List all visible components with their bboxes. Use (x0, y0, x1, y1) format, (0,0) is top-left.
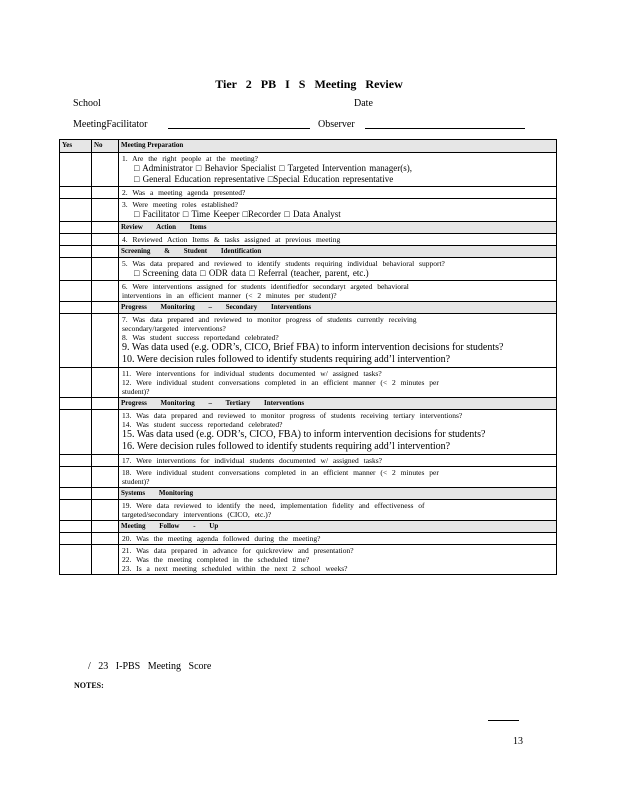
question-text: 7. Was data prepared and reviewed to monitor progress of students currently receiving (122, 315, 417, 324)
table-row (60, 500, 557, 521)
question-cell (119, 533, 557, 545)
yes-checkbox-cell[interactable] (60, 467, 92, 488)
no-checkbox-cell[interactable] (92, 545, 119, 575)
question-text: 18. Were individual student conversations completed in an efficient manner (< 2 minutes per (122, 468, 439, 477)
no-cell (92, 246, 119, 258)
yes-checkbox-cell[interactable] (60, 281, 92, 302)
section-title: Meeting Follow - Up (119, 521, 557, 533)
yes-checkbox-cell[interactable] (60, 199, 92, 222)
table-row (60, 187, 557, 199)
section-title: Progress Monitoring – Tertiary Interventions (119, 398, 557, 410)
question-cell (119, 500, 557, 521)
table-row (60, 153, 557, 187)
observer-field[interactable] (365, 128, 525, 129)
table-row (60, 467, 557, 488)
no-cell (92, 222, 119, 234)
question-text: student)? (122, 387, 150, 396)
table-row (60, 533, 557, 545)
question-text: 4. Reviewed Action Items & tasks assigned at previous meeting (122, 235, 341, 244)
section-header-row (60, 302, 557, 314)
no-cell (92, 302, 119, 314)
yes-cell (60, 398, 92, 410)
yes-checkbox-cell[interactable] (60, 410, 92, 455)
question-text: interventions in an efficient manner (< 2 minutes per student)? (122, 291, 337, 300)
yes-cell (60, 488, 92, 500)
yes-cell (60, 222, 92, 234)
question-text: 10. Were decision rules followed to identify students requiring add’l intervention? (122, 354, 451, 365)
section-title: Review Action Items (119, 222, 557, 234)
table-row (60, 545, 557, 575)
question-cell (119, 234, 557, 246)
school-label: School (73, 98, 101, 109)
question-text: 14. Was student success reportedand celebrated? (122, 420, 283, 429)
yes-checkbox-cell[interactable] (60, 545, 92, 575)
question-text: 12. Were individual student conversations completed in an efficient manner (< 2 minutes per (122, 378, 439, 387)
page-number: 13 (513, 736, 523, 747)
no-checkbox-cell[interactable] (92, 410, 119, 455)
question-cell (119, 455, 557, 467)
question-cell (119, 410, 557, 455)
question-text: 5. Was data prepared and reviewed to identify students requiring individual behavioral support? (122, 259, 445, 268)
table-row (60, 314, 557, 368)
question-text: 3. Were meeting roles established? (122, 200, 239, 209)
table-body (60, 153, 557, 575)
table-row (60, 410, 557, 455)
section-header-row (60, 222, 557, 234)
yes-column-header: Yes (60, 140, 92, 153)
no-checkbox-cell[interactable] (92, 187, 119, 199)
question-text: targeted/secondary interventions (CICO, etc.)? (122, 510, 272, 519)
no-checkbox-cell[interactable] (92, 281, 119, 302)
yes-cell (60, 521, 92, 533)
question-text: 8. Was student success reportedand celebrated? (122, 333, 279, 342)
question-text: 16. Were decision rules followed to identify students requiring add’l intervention? (122, 441, 451, 452)
question-text: secondary/targeted interventions? (122, 324, 226, 333)
no-checkbox-cell[interactable] (92, 314, 119, 368)
no-checkbox-cell[interactable] (92, 533, 119, 545)
question-text: □ General Education representative □Special Education representative (134, 174, 394, 184)
page-divider (488, 720, 519, 721)
no-cell (92, 521, 119, 533)
question-text: 2. Was a meeting agenda presented? (122, 188, 246, 197)
question-text: □ Screening data □ ODR data □ Referral (teacher, parent, etc.) (134, 268, 369, 278)
question-cell (119, 281, 557, 302)
question-cell (119, 368, 557, 398)
table-row (60, 455, 557, 467)
facilitator-label: MeetingFacilitator (73, 119, 148, 130)
table-row (60, 234, 557, 246)
question-text: 1. Are the right people at the meeting? (122, 154, 258, 163)
yes-cell (60, 246, 92, 258)
question-cell (119, 545, 557, 575)
meeting-score: / 23 I-PBS Meeting Score (88, 661, 212, 672)
question-text: 20. Was the meeting agenda followed during the meeting? (122, 534, 321, 543)
page-title: Tier 2 PB I S Meeting Review (215, 77, 403, 91)
question-text: 9. Was data used (e.g. ODR’s, CICO, Brief FBA) to inform intervention decisions for students? (122, 342, 504, 353)
question-text: 13. Was data prepared and reviewed to monitor progress of students receiving tertiary interventions? (122, 411, 463, 420)
question-cell (119, 314, 557, 368)
yes-checkbox-cell[interactable] (60, 455, 92, 467)
yes-checkbox-cell[interactable] (60, 187, 92, 199)
no-cell (92, 488, 119, 500)
table-row (60, 281, 557, 302)
no-column-header: No (92, 140, 119, 153)
table-row (60, 368, 557, 398)
question-text: □ Administrator □ Behavior Specialist □ Targeted Intervention manager(s), (134, 163, 413, 173)
table-row (60, 258, 557, 281)
yes-checkbox-cell[interactable] (60, 533, 92, 545)
no-checkbox-cell[interactable] (92, 455, 119, 467)
yes-checkbox-cell[interactable] (60, 234, 92, 246)
table-row (60, 199, 557, 222)
no-checkbox-cell[interactable] (92, 234, 119, 246)
yes-checkbox-cell[interactable] (60, 153, 92, 187)
facilitator-field[interactable] (168, 128, 310, 129)
question-cell (119, 258, 557, 281)
review-table (59, 139, 557, 575)
yes-checkbox-cell[interactable] (60, 368, 92, 398)
section-header-row (60, 398, 557, 410)
no-checkbox-cell[interactable] (92, 500, 119, 521)
question-text: 21. Was data prepared in advance for quickreview and presentation? (122, 546, 354, 555)
question-cell (119, 153, 557, 187)
section-header-row (60, 521, 557, 533)
yes-cell (60, 302, 92, 314)
yes-checkbox-cell[interactable] (60, 258, 92, 281)
no-checkbox-cell[interactable] (92, 153, 119, 187)
question-text: 6. Were interventions assigned for students identifiedfor secondaryt argeted behavioral (122, 282, 409, 291)
yes-checkbox-cell[interactable] (60, 314, 92, 368)
question-text: 22. Was the meeting completed in the scheduled time? (122, 555, 310, 564)
question-text: □ Facilitator □ Time Keeper □Recorder □ Data Analyst (134, 209, 341, 219)
section-title: Systems Monitoring (119, 488, 557, 500)
section-meeting-preparation: Meeting Preparation (119, 140, 557, 153)
notes-label: NOTES: (74, 681, 104, 690)
date-label: Date (354, 98, 373, 109)
question-cell (119, 187, 557, 199)
question-text: 19. Were data reviewed to identify the need, implementation fidelity and effectiveness of (122, 501, 425, 510)
question-text: student)? (122, 477, 150, 486)
section-header-row (60, 488, 557, 500)
no-cell (92, 398, 119, 410)
observer-label: Observer (318, 119, 355, 130)
no-checkbox-cell[interactable] (92, 199, 119, 222)
question-cell (119, 467, 557, 488)
section-header-row (60, 246, 557, 258)
question-text: 11. Were interventions for individual students documented w/ assigned tasks? (122, 369, 382, 378)
section-title: Screening & Student Identification (119, 246, 557, 258)
table-header-row (60, 140, 557, 153)
no-checkbox-cell[interactable] (92, 467, 119, 488)
section-title: Progress Monitoring – Secondary Interventions (119, 302, 557, 314)
question-text: 23. Is a next meeting scheduled within the next 2 school weeks? (122, 564, 348, 573)
no-checkbox-cell[interactable] (92, 258, 119, 281)
question-cell (119, 199, 557, 222)
question-text: 15. Was data used (e.g. ODR’s, CICO, FBA) to inform intervention decisions for students? (122, 429, 486, 440)
yes-checkbox-cell[interactable] (60, 500, 92, 521)
question-text: 17. Were interventions for individual students documented w/ assigned tasks? (122, 456, 382, 465)
no-checkbox-cell[interactable] (92, 368, 119, 398)
